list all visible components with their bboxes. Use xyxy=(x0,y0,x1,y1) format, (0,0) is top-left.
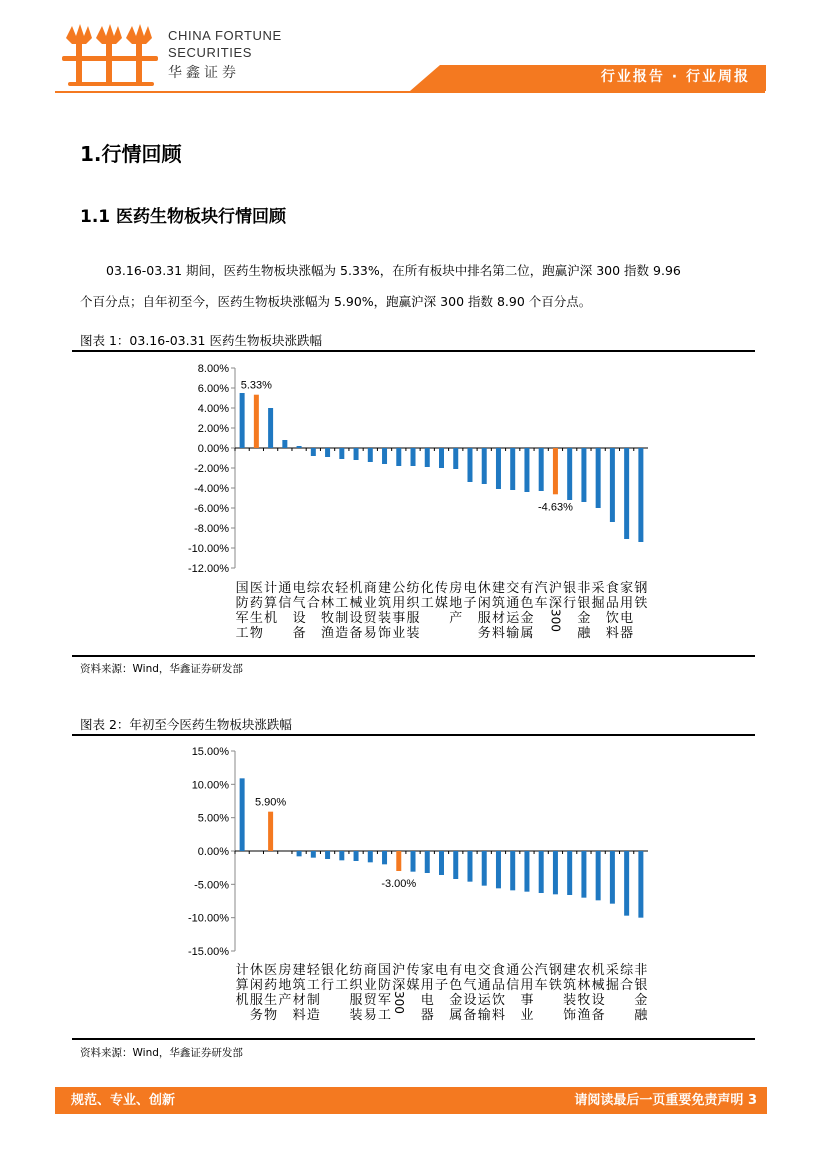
category-label-char: 电 xyxy=(434,963,449,978)
category-label-char: 家 xyxy=(620,581,634,596)
category-label-char: 料 xyxy=(292,1008,306,1023)
category-label-char: 料 xyxy=(491,626,505,641)
category-label-char: 合 xyxy=(306,596,320,611)
category-label-char: 业 xyxy=(392,626,406,641)
category-label-char: 农 xyxy=(321,581,335,596)
category-label-char: 输 xyxy=(506,626,520,641)
category-label-char: 商 xyxy=(363,581,377,596)
bar xyxy=(368,851,373,862)
category-label-char: 事 xyxy=(520,993,534,1008)
category-label-char: 综 xyxy=(620,963,634,978)
category-label-char: 算 xyxy=(264,596,278,611)
category-label-char: 纺 xyxy=(349,963,363,978)
category-label-char: 牧 xyxy=(577,993,591,1008)
category-label-char: 融 xyxy=(577,626,591,641)
data-label: 5.90% xyxy=(255,796,287,809)
category-label-char: 制 xyxy=(335,611,349,626)
category-label-char: 业 xyxy=(363,978,377,993)
bar xyxy=(624,851,629,916)
category-label-char: 地 xyxy=(449,596,463,611)
y-tick-label: 0.00% xyxy=(197,846,229,858)
category-label-char: 综 xyxy=(306,581,320,596)
category-label-char: 务 xyxy=(249,1008,263,1023)
category-label-char: 铁 xyxy=(634,596,648,611)
figure1-caption: 图表 1：03.16-03.31 医药生物板块涨跌幅 xyxy=(80,333,322,348)
category-label-char: 电 xyxy=(463,963,477,978)
bar xyxy=(553,851,558,894)
category-label-char: 车 xyxy=(534,596,548,611)
category-label-char: 物 xyxy=(249,626,263,641)
category-label-char: 电 xyxy=(292,581,306,596)
category-label-char: 品 xyxy=(605,596,619,611)
category-label-char: 银 xyxy=(563,581,577,596)
category-label-char: 业 xyxy=(520,1008,534,1023)
category-label-char: 采 xyxy=(605,963,619,978)
category-label-char: 机 xyxy=(235,993,249,1008)
category-label-char: 交 xyxy=(477,963,491,978)
category-label-char: 传 xyxy=(434,581,449,596)
y-tick-label: -8.00% xyxy=(194,523,229,535)
category-label-char: 料 xyxy=(605,626,619,641)
category-label-char: 建 xyxy=(491,581,505,596)
category-label-char: 传 xyxy=(406,963,420,978)
category-label-char: 饰 xyxy=(563,1008,577,1023)
category-label-char: 械 xyxy=(349,596,363,611)
category-label-char: 器 xyxy=(420,1008,434,1023)
category-label-char: 渔 xyxy=(321,626,335,641)
bar xyxy=(581,851,586,898)
category-label-char: 沪 xyxy=(548,581,562,596)
category-label-char: 钢 xyxy=(548,963,562,978)
category-label-char: 服 xyxy=(349,993,363,1008)
figure2-source: 资料来源：Wind，华鑫证券研发部 xyxy=(80,1047,243,1059)
category-label-char: 制 xyxy=(306,993,320,1008)
footer-slogan: 规范、专业、创新 xyxy=(71,1093,176,1108)
category-label-char: 药 xyxy=(264,978,278,993)
category-label-char: 汽 xyxy=(534,963,548,978)
category-label-char: 采 xyxy=(591,581,605,596)
bar xyxy=(510,851,515,890)
category-label-char: 通 xyxy=(506,963,520,978)
category-label-char: 沪 xyxy=(392,963,406,978)
category-label-char: 休 xyxy=(477,581,491,596)
category-label-char: 设 xyxy=(292,611,306,626)
category-label-char: 工 xyxy=(420,596,434,611)
bar xyxy=(396,851,401,871)
category-label-char: 装 xyxy=(563,993,577,1008)
y-tick-label: -6.00% xyxy=(194,503,229,515)
category-label-char: 业 xyxy=(363,596,377,611)
y-tick-label: 8.00% xyxy=(197,363,229,375)
category-label-char: 钢 xyxy=(634,581,648,596)
category-label-char: 设 xyxy=(591,993,605,1008)
category-label-char: 易 xyxy=(363,626,377,641)
y-tick-label: -10.00% xyxy=(188,912,229,925)
category-label-char: 银 xyxy=(577,596,591,611)
category-label-char: 属 xyxy=(520,626,534,641)
category-label-char: 防 xyxy=(235,596,249,611)
bar xyxy=(453,851,458,879)
category-label-char: 设 xyxy=(463,993,477,1008)
category-label-char: 子 xyxy=(434,978,449,993)
category-label-char: 军 xyxy=(235,611,249,626)
category-label-char: 轻 xyxy=(335,581,349,596)
subsection-heading: 1.1 医药生物板块行情回顾 xyxy=(80,207,287,227)
category-label-char: 贸 xyxy=(363,993,377,1008)
category-label-char: 用 xyxy=(620,596,634,611)
report-type-label: 行业报告 · 行业周报 xyxy=(600,69,750,85)
category-label-char: 牧 xyxy=(321,611,335,626)
category-label-char: 产 xyxy=(278,993,292,1008)
category-label-char: 计 xyxy=(264,581,278,596)
category-label-char: 织 xyxy=(406,596,420,611)
y-tick-label: 4.00% xyxy=(197,403,229,415)
category-label-char: 药 xyxy=(249,596,263,611)
category-label-char: 工 xyxy=(378,1008,392,1023)
category-label-char: 食 xyxy=(605,581,619,596)
category-label-char: 渔 xyxy=(577,1008,591,1023)
bar xyxy=(339,851,344,860)
category-label-char: 农 xyxy=(577,963,591,978)
category-label-char: 筑 xyxy=(563,978,577,993)
category-label-digits: 300 xyxy=(548,609,563,632)
category-label-char: 运 xyxy=(506,611,520,626)
category-label-char: 子 xyxy=(463,596,477,611)
category-label-char: 机 xyxy=(349,581,363,596)
category-label-char: 媒 xyxy=(406,978,420,993)
category-label-char: 商 xyxy=(363,963,377,978)
bar xyxy=(567,851,572,895)
category-label-char: 造 xyxy=(335,626,349,641)
y-tick-label: -5.00% xyxy=(194,879,229,892)
category-label-char: 建 xyxy=(292,963,306,978)
category-label-char: 用 xyxy=(420,978,434,993)
data-label: 5.33% xyxy=(240,379,272,392)
category-label-char: 色 xyxy=(449,978,463,993)
category-label-char: 算 xyxy=(235,978,249,993)
brand-name-cn: 华鑫证券 xyxy=(168,65,240,81)
category-label-char: 掘 xyxy=(605,978,619,993)
y-tick-label: -15.00% xyxy=(188,946,229,958)
category-label-char: 务 xyxy=(477,626,491,641)
category-label-char: 公 xyxy=(520,963,534,978)
category-label-char: 气 xyxy=(292,596,306,611)
category-label-char: 材 xyxy=(292,993,306,1008)
figure2-caption: 图表 2：年初至今医药生物板块涨跌幅 xyxy=(80,717,292,732)
data-label: -3.00% xyxy=(381,878,417,890)
category-label-char: 深 xyxy=(392,978,406,993)
category-label-char: 电 xyxy=(420,993,434,1008)
category-label-char: 机 xyxy=(264,611,278,626)
category-label-char: 媒 xyxy=(434,596,449,611)
category-label-char: 贸 xyxy=(363,611,377,626)
category-label-char: 装 xyxy=(349,1008,363,1023)
category-label-char: 造 xyxy=(306,1008,320,1023)
bar xyxy=(439,851,444,875)
category-label-char: 器 xyxy=(620,626,634,641)
category-label-char: 工 xyxy=(235,626,249,641)
category-label-char: 林 xyxy=(577,978,591,993)
category-label-char: 生 xyxy=(264,993,278,1008)
y-tick-label: 6.00% xyxy=(197,383,229,395)
y-tick-label: -10.00% xyxy=(188,543,229,555)
category-label-char: 有 xyxy=(449,963,463,978)
bar xyxy=(382,851,387,864)
category-label-char: 家 xyxy=(420,963,434,978)
footer-disclaimer-notice: 请阅读最后一页重要免责声明 3 xyxy=(574,1093,757,1108)
bar xyxy=(354,851,359,861)
category-label-char: 地 xyxy=(278,978,292,993)
category-label-char: 合 xyxy=(620,978,634,993)
bar xyxy=(496,851,501,888)
category-label-char: 料 xyxy=(491,1008,505,1023)
section-heading: 1.行情回顾 xyxy=(80,142,182,166)
category-label-char: 军 xyxy=(378,993,392,1008)
category-label-char: 掘 xyxy=(591,596,605,611)
category-label-char: 化 xyxy=(335,963,349,978)
category-label-char: 装 xyxy=(406,626,420,641)
category-label-char: 金 xyxy=(449,993,463,1008)
category-label-char: 机 xyxy=(591,963,605,978)
category-label-char: 生 xyxy=(249,611,263,626)
bar xyxy=(411,851,416,872)
category-label-char: 汽 xyxy=(534,581,548,596)
category-label-char: 非 xyxy=(634,963,648,978)
figure1-source: 资料来源：Wind，华鑫证券研发部 xyxy=(80,663,243,675)
bar xyxy=(596,851,601,900)
bar xyxy=(524,851,529,892)
category-label-char: 信 xyxy=(278,596,292,611)
category-label-char: 筑 xyxy=(491,596,505,611)
bar xyxy=(240,778,245,851)
category-label-char: 属 xyxy=(449,1008,463,1023)
category-label-char: 金 xyxy=(634,993,648,1008)
y-tick-label: -4.00% xyxy=(194,483,229,495)
category-label-char: 房 xyxy=(278,963,292,978)
category-label-char: 装 xyxy=(378,611,392,626)
category-label-char: 银 xyxy=(321,963,335,978)
category-label-char: 材 xyxy=(491,611,505,626)
category-label-char: 设 xyxy=(349,611,363,626)
category-label-char: 通 xyxy=(477,978,491,993)
category-label-char: 备 xyxy=(292,626,306,641)
y-tick-label: -12.00% xyxy=(188,563,229,575)
category-label-char: 医 xyxy=(249,581,263,596)
data-label: -4.63% xyxy=(538,501,573,514)
category-label-char: 备 xyxy=(349,626,363,641)
category-label-char: 纺 xyxy=(406,581,420,596)
category-label-char: 深 xyxy=(548,596,562,611)
category-label-char: 有 xyxy=(520,581,534,596)
category-label-char: 非 xyxy=(577,581,591,596)
category-label-char: 车 xyxy=(534,978,548,993)
category-label-char: 色 xyxy=(520,596,534,611)
category-label-char: 融 xyxy=(634,1008,648,1023)
bar xyxy=(325,851,330,859)
category-label-char: 信 xyxy=(506,978,520,993)
y-tick-label: 15.00% xyxy=(191,746,229,758)
category-label-char: 建 xyxy=(563,963,577,978)
category-label-char: 备 xyxy=(591,1008,605,1023)
brand-name-en-line2: SECURITIES xyxy=(168,45,253,60)
category-label-char: 轻 xyxy=(306,963,320,978)
bar xyxy=(467,851,472,882)
category-label-char: 金 xyxy=(577,611,591,626)
category-label-char: 饮 xyxy=(491,993,505,1008)
category-label-char: 房 xyxy=(449,581,463,596)
y-tick-label: -2.00% xyxy=(194,463,229,475)
category-label-char: 食 xyxy=(491,963,505,978)
bar xyxy=(311,851,316,858)
category-label-char: 饮 xyxy=(605,611,619,626)
figure2-bottom-rule xyxy=(72,1038,755,1040)
category-label-char: 用 xyxy=(392,596,406,611)
category-label-char: 备 xyxy=(463,1008,477,1023)
category-label-char: 金 xyxy=(520,611,534,626)
category-label-char: 计 xyxy=(235,963,249,978)
category-label-char: 筑 xyxy=(378,596,392,611)
category-label-char: 物 xyxy=(264,1008,278,1023)
summary-line-1: 03.16-03.31 期间，医药生物板块涨幅为 5.33%，在所有板块中排名第二位，跑赢沪深 300 指数 9.96 xyxy=(106,263,681,278)
category-label-char: 电 xyxy=(620,611,634,626)
category-label-char: 电 xyxy=(463,581,477,596)
category-label-char: 品 xyxy=(491,978,505,993)
category-label-char: 饰 xyxy=(378,626,392,641)
category-label-char: 防 xyxy=(378,978,392,993)
bar xyxy=(610,851,615,904)
footer-bar xyxy=(55,1087,767,1114)
category-label-char: 国 xyxy=(235,581,249,596)
category-label-char: 工 xyxy=(335,596,349,611)
category-label-char: 林 xyxy=(321,596,335,611)
category-label-char: 铁 xyxy=(548,978,562,993)
bar xyxy=(297,851,302,856)
category-label-char: 气 xyxy=(463,978,477,993)
category-label-char: 易 xyxy=(363,1008,377,1023)
category-label-char: 行 xyxy=(563,596,577,611)
y-tick-label: 5.00% xyxy=(197,812,229,825)
category-label-char: 闲 xyxy=(249,978,263,993)
category-label-char: 工 xyxy=(306,978,320,993)
bar xyxy=(482,851,487,886)
category-label-char: 输 xyxy=(477,1008,491,1023)
category-label-char: 服 xyxy=(249,993,263,1008)
category-label-char: 休 xyxy=(249,963,263,978)
category-label-char: 事 xyxy=(392,611,406,626)
summary-line-2: 个百分点；自年初至今，医药生物板块涨幅为 5.90%，跑赢沪深 300 指数 8.90 个百分点。 xyxy=(80,294,592,309)
category-label-digits: 300 xyxy=(391,991,406,1014)
category-label-char: 交 xyxy=(506,581,520,596)
bar xyxy=(425,851,430,873)
category-label-char: 行 xyxy=(321,978,335,993)
category-label-char: 服 xyxy=(477,611,491,626)
category-label-char: 织 xyxy=(349,978,363,993)
category-label-char: 筑 xyxy=(292,978,306,993)
bar xyxy=(638,851,643,918)
category-label-char: 国 xyxy=(378,963,392,978)
y-tick-label: 2.00% xyxy=(197,423,229,435)
category-label-char: 通 xyxy=(506,596,520,611)
category-label-char: 银 xyxy=(634,978,648,993)
category-label-char: 用 xyxy=(520,978,534,993)
category-label-char: 运 xyxy=(477,993,491,1008)
category-label-char: 闲 xyxy=(477,596,491,611)
bar xyxy=(539,851,544,893)
category-label-char: 公 xyxy=(392,581,406,596)
category-label-char: 产 xyxy=(449,611,463,626)
bar xyxy=(268,812,273,851)
category-label-char: 械 xyxy=(591,978,605,993)
category-label-char: 医 xyxy=(264,963,278,978)
brand-name-en-line1: CHINA FORTUNE xyxy=(168,28,282,43)
category-label-char: 建 xyxy=(378,581,392,596)
category-label-char: 服 xyxy=(406,611,420,626)
y-tick-label: 10.00% xyxy=(191,779,229,792)
category-label-char: 化 xyxy=(420,581,434,596)
category-label-char: 工 xyxy=(335,978,349,993)
y-tick-label: 0.00% xyxy=(197,443,229,455)
category-label-char: 通 xyxy=(278,581,292,596)
